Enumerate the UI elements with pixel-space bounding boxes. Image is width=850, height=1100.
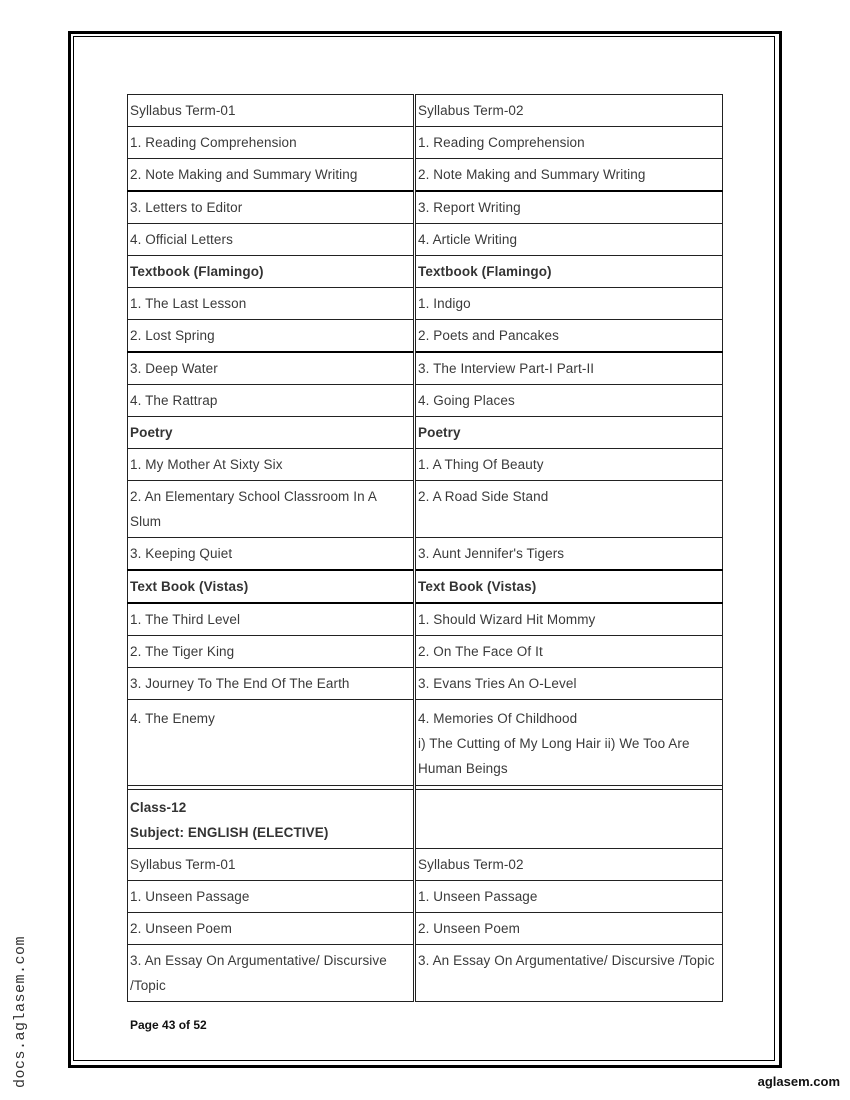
table-row <box>128 481 723 538</box>
table-cell <box>415 700 723 786</box>
table-cell: 1. Should Wizard Hit Mommy <box>415 603 723 636</box>
table-cell: 1. Reading Comprehension <box>128 127 415 159</box>
section-heading-row <box>128 417 723 449</box>
table-row <box>128 603 723 636</box>
section-heading-row <box>128 570 723 603</box>
table-cell: Syllabus Term-01 <box>128 95 415 127</box>
table-cell: Syllabus Term-01 <box>128 849 415 881</box>
table-row <box>128 700 723 786</box>
table-row <box>128 849 723 881</box>
table-cell: 2. Note Making and Summary Writing <box>415 159 723 192</box>
table-row <box>128 945 723 1002</box>
table-cell: 3. Keeping Quiet <box>128 538 415 571</box>
table-cell: 1. The Last Lesson <box>128 288 415 320</box>
table-cell: 1. Indigo <box>415 288 723 320</box>
table-row <box>128 320 723 353</box>
table-cell-empty <box>415 790 723 849</box>
table-cell: Syllabus Term-02 <box>415 849 723 881</box>
table-cell: 3. An Essay On Argumentative/ Discursive /Topic <box>128 945 415 1002</box>
table-cell: 3. Report Writing <box>415 191 723 224</box>
table-row <box>128 668 723 700</box>
table-row <box>128 636 723 668</box>
table-cell: 1. The Third Level <box>128 603 415 636</box>
table-cell: 4. The Rattrap <box>128 385 415 417</box>
section-heading: Text Book (Vistas) <box>128 570 415 603</box>
table-cell: 2. A Road Side Stand <box>415 481 723 538</box>
table-cell: 3. The Interview Part-I Part-II <box>415 352 723 385</box>
table-cell: 1. My Mother At Sixty Six <box>128 449 415 481</box>
table-cell: Syllabus Term-02 <box>415 95 723 127</box>
table-row <box>128 191 723 224</box>
table-cell: 1. Reading Comprehension <box>415 127 723 159</box>
table-cell: 1. Unseen Passage <box>128 881 415 913</box>
table-row <box>128 385 723 417</box>
cell-line: i) The Cutting of My Long Hair ii) We Too Are Human Beings <box>418 736 690 776</box>
table-row <box>128 538 723 571</box>
table-row <box>128 159 723 192</box>
section-heading: Poetry <box>128 417 415 449</box>
table-cell: 3. Journey To The End Of The Earth <box>128 668 415 700</box>
table-row <box>128 95 723 127</box>
table-cell: 2. Unseen Poem <box>415 913 723 945</box>
table-cell: 2. Unseen Poem <box>128 913 415 945</box>
section-heading: Textbook (Flamingo) <box>128 256 415 288</box>
table-cell: 3. Letters to Editor <box>128 191 415 224</box>
table-row <box>128 449 723 481</box>
section-heading: Textbook (Flamingo) <box>415 256 723 288</box>
table-cell: 4. Article Writing <box>415 224 723 256</box>
section-heading: Poetry <box>415 417 723 449</box>
syllabus-table <box>127 94 723 1002</box>
table-cell: 2. Poets and Pancakes <box>415 320 723 353</box>
table-row <box>128 881 723 913</box>
table-cell: 2. The Tiger King <box>128 636 415 668</box>
table-cell: 3. Aunt Jennifer's Tigers <box>415 538 723 571</box>
class-subject-cell <box>128 790 415 849</box>
table-row <box>128 913 723 945</box>
table-cell: 1. Unseen Passage <box>415 881 723 913</box>
section-heading-row <box>128 790 723 849</box>
table-cell: 3. Deep Water <box>128 352 415 385</box>
table-cell: 2. Note Making and Summary Writing <box>128 159 415 192</box>
table-row <box>128 352 723 385</box>
class-label: Class-12 <box>130 800 187 815</box>
table-row <box>128 288 723 320</box>
cell-line: 4. Memories Of Childhood <box>418 711 578 726</box>
table-cell: 1. A Thing Of Beauty <box>415 449 723 481</box>
section-heading-row <box>128 256 723 288</box>
section-heading: Text Book (Vistas) <box>415 570 723 603</box>
side-watermark: docs.aglasem.com <box>12 935 29 1088</box>
table-cell: 3. An Essay On Argumentative/ Discursive /Topic <box>415 945 723 1002</box>
corner-watermark: aglasem.com <box>757 1074 840 1089</box>
subject-label: Subject: ENGLISH (ELECTIVE) <box>130 825 329 840</box>
page-number: Page 43 of 52 <box>130 1018 207 1032</box>
table-cell: 4. The Enemy <box>128 700 415 786</box>
table-cell: 2. An Elementary School Classroom In A Slum <box>128 481 415 538</box>
table-row <box>128 127 723 159</box>
table-cell: 3. Evans Tries An O-Level <box>415 668 723 700</box>
table-cell: 4. Official Letters <box>128 224 415 256</box>
table-row <box>128 224 723 256</box>
table-cell: 4. Going Places <box>415 385 723 417</box>
table-cell: 2. Lost Spring <box>128 320 415 353</box>
table-cell: 2. On The Face Of It <box>415 636 723 668</box>
